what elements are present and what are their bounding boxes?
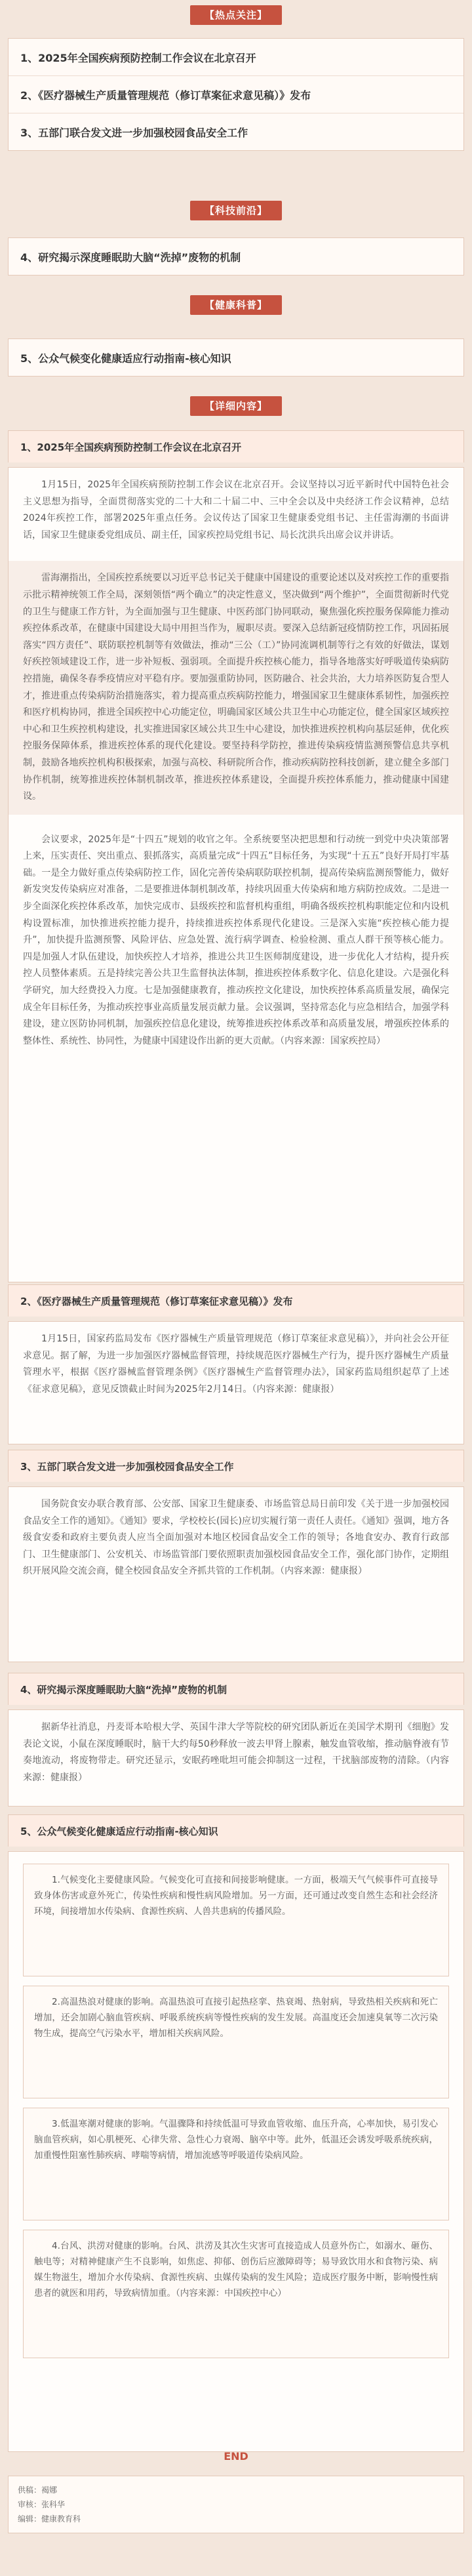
article-4-body bbox=[8, 1709, 464, 1807]
credits-footer bbox=[8, 2476, 464, 2533]
health-section-tag-wrap bbox=[0, 295, 472, 315]
guide-item-3-text: 3.低温寒潮对健康的影响。气温骤降和持续低温可导致血管收缩、血压升高，心率加快，易引发心脑血管疾病，如心肌梗死、心律失常、急性心力衰竭、脑卒中等。此外，低温还会诱发呼吸系统疾病，加重慢性阻塞性肺疾病、哮喘等病情，增加流感等呼吸道传染病风险。 bbox=[34, 2119, 438, 2161]
article-1-paragraph-3: 会议要求，2025年是“十四五”规划的收官之年。全系统要坚决把思想和行动统一到党中央决策部署上来，压实责任、突出重点、狠抓落实，高质量完成“十四五”目标任务，为实现“十五五”良好开局打牢基础。一是全力做好重点传染病防控工作，固化完善传染病联防联控机制，提高传染病监测预警能力，做好新发突发传染病应对准备，二是要推进体制机制改革，持续巩固重大传染病和地方病防控成效。二是进一步全面深化疾控体系改革，加快完成市、县级疾控和监督机构重组，明确各级疾控机构职能定位和内设机构设置标准，加快推进疾控能力提升，持续推进疾控体系现代化建设。三是深入实施“疾控核心能力提升”，加快提升监测预警、风险评估、应急处置、流行病学调查、检验检测、重点人群干预等核心能力。四是加强人才队伍建设，加快疾控人才培养，推进公共卫生医师制度建设，进一步优化人才结构，提升疾控人员整体素质。五是持续完善公共卫生监督执法体制，推进疾控体系数字化、信息化建设。六是强化科学研究，加大经费投入力度。七是加强健康教育，推动疾控文化建设，加快疾控体系高质量发展，确保完成全年目标任务，为推动疾控事业高质量发展贡献力量。会议强调，坚持常态化与应急相结合，加强学科建设，建立医防协同机制，加强疾控信息化建设，统筹推进疾控体系改革和高质量发展，增强疾控体系的整体性、系统性、协同性，为健康中国建设作出新的更大贡献。（内容来源：国家疾控局） bbox=[23, 834, 449, 1046]
guide-item-4-text: 4.台风、洪涝对健康的影响。台风、洪涝及其次生灾害可直接造成人员意外伤亡，如溺水、砸伤、触电等；对精神健康产生不良影响，如焦虑、抑郁、创伤后应激障碍等；易导致饮用水和食物污染、病媒生物滋生，增加介水传染病、食源性疾病、虫媒传染病的发生风险；造成医疗服务中断，影响慢性病患者的就医和用药，导致病情加重。（内容来源：中国疾控中心） bbox=[34, 2241, 438, 2299]
toc-item-1[interactable]: 1、2025年全国疾病预防控制工作会议在北京召开 bbox=[20, 51, 256, 64]
article-1-paragraph-2: 雷海潮指出，全国疾控系统要以习近平总书记关于健康中国建设的重要论述以及对疾控工作的重要指示批示精神统领工作全局，深刻领悟“两个确立”的决定性意义，坚决做到“两个维护”，全面贯彻新时代党的卫生与健康工作方针，为全面加强与卫生健康、中医药部门协同联动，聚焦强化疾控服务保障能力推动疾控体系改革，在健康中国建设大局中用担当作为，履职尽责。要深入总结新冠疫情防控工作，巩固拓展落实“四方责任”、联防联控机制等有效做法，推动“三公（工）”协同流调机制等行之有效的好做法，谋划好疾控领域建设工作，进一步补短板、强弱项。全面提升疾控核心能力，指导各地落实好呼吸道传染病防控措施，确保冬春季疫情应对平稳有序。要加强重防协同，医防融合、社会共治，大力培养医防复合型人才，推进重点传染病防治措施落实，着力提高重点疾病防控能力，增强国家卫生健康体系韧性，加强疾控和医疗机构协同，推进全国疾控中心功能定位，明确国家区域公共卫生中心功能定位，健全国家区域疾控中心和卫生疾控机构建设，扎实推进国家区域公共卫生中心建设，加快推进疾控机构向基层延伸，优化疾控服务保障体系，推进疾控体系的现代化建设。要坚持科学防控，推进传染病疫情监测预警信息共享机制，鼓励各地疾控机构积极探索，加强与高校、科研院所合作，推动疾病防控科技创新，建立健全多部门协作机制，统筹推进疾控体制机制改革，推进疾控体系建设，全面提升疾控体系能力，推动健康中国建设。 bbox=[23, 573, 449, 802]
article-3-title: 3、五部门联合发文进一步加强校园食品安全工作 bbox=[8, 1450, 464, 1482]
hot-section-tag: 【热点关注】 bbox=[190, 5, 282, 25]
toc-item-5[interactable]: 5、公众气候变化健康适应行动指南-核心知识 bbox=[20, 352, 231, 365]
article-3-body bbox=[8, 1486, 464, 1662]
article-2-paragraph-1: 1月15日，国家药监局发布《医疗器械生产质量管理规范（修订草案征求意见稿）》，并向社会公开征求意见。据了解，为进一步加强医疗器械监督管理，持续规范医疗器械生产行为，提升医疗器械生产质量管理水平，根据《医疗器械监督管理条例》《医疗器械生产监督管理办法》，国家药监局组织起草了上述《征求意见稿》，意见反馈截止时间为2025年2月14日。（内容来源：健康报） bbox=[23, 1334, 449, 1395]
hot-toc-card bbox=[8, 38, 464, 151]
toc-item-3[interactable]: 3、五部门联合发文进一步加强校园食品安全工作 bbox=[9, 113, 463, 150]
credit-line-editor: 编辑：健康教育科 bbox=[18, 2514, 81, 2524]
science-section-tag: 【科技前沿】 bbox=[190, 201, 282, 220]
guide-item-3 bbox=[23, 2108, 449, 2220]
article-1-title: 1、2025年全国疾病预防控制工作会议在北京召开 bbox=[8, 430, 464, 462]
article-1-body bbox=[8, 467, 464, 1282]
end-marker: END bbox=[224, 2450, 248, 2463]
science-section-tag-wrap bbox=[0, 201, 472, 220]
credit-line-author: 供稿：褐娜 bbox=[18, 2485, 58, 2495]
detail-section-tag-wrap bbox=[0, 396, 472, 416]
article-1-paragraph-1: 1月15日，2025年全国疾病预防控制工作会议在北京召开。会议坚持以习近平新时代中国特色社会主义思想为指导，全面贯彻落实党的二十大和二十届二中、三中全会以及中央经济工作会议精神，总结2024年疾控工作，部署2025年重点任务。会议传达了国家卫生健康委党组书记、主任雷海潮的书面讲话，国家卫生健康委党组成员、副主任，国家疾控局党组书记、局长沈洪兵出席会议并讲话。 bbox=[23, 480, 449, 541]
hot-section-tag-wrap bbox=[0, 5, 472, 25]
guide-item-2-text: 2.高温热浪对健康的影响。高温热浪可直接引起热痉挛、热衰竭、热射病，导致热相关疾病和死亡增加，还会加剧心脑血管疾病、呼吸系统疾病等慢性疾病的发生发展。高温度还会加速臭氧等二次污染物生成，提高空气污染水平，增加相关疾病风险。 bbox=[34, 1997, 438, 2039]
toc-item-4[interactable]: 4、研究揭示深度睡眠助大脑“洗掉”废物的机制 bbox=[20, 251, 241, 264]
article-3-paragraph-1: 国务院食安办联合教育部、公安部、国家卫生健康委、市场监管总局日前印发《关于进一步加强校园食品安全工作的通知》。《通知》要求，学校校长(园长)应切实履行第一责任人责任。《通知》强调，地方各级食安委和政府主要负责人应当全面加强对本地区校园食品安全工作的领导；各地食安办、教育行政部门、卫生健康部门、公安机关、市场监管部门要依照职责加强校园食品安全工作，强化部门协作，定期组织开展风险交流会商，健全校园食品安全齐抓共管的工作机制。（内容来源：健康报） bbox=[23, 1499, 449, 1577]
article-1-shaded-block bbox=[9, 561, 463, 814]
health-section-tag: 【健康科普】 bbox=[190, 295, 282, 315]
toc-item-2[interactable]: 2、《医疗器械生产质量管理规范（修订草案征求意见稿）》发布 bbox=[9, 75, 463, 113]
guide-item-4 bbox=[23, 2230, 449, 2358]
article-5-body bbox=[8, 1851, 464, 2452]
detail-section-tag: 【详细内容】 bbox=[190, 396, 282, 416]
article-5-title: 5、公众气候变化健康适应行动指南-核心知识 bbox=[8, 1814, 464, 1847]
article-4-paragraph-1: 据新华社消息，丹麦哥本哈根大学、英国牛津大学等院校的研究团队新近在美国学术期刊《细胞》发表论文说，小鼠在深度睡眠时，脑干大约每50秒释放一波去甲肾上腺素，触发血管收缩，推动脑脊液有节奏地流动，将废物带走。研究还显示，安眠药唑吡坦可能会抑制这一过程，干扰脑部废物的清除。（内容来源：健康报） bbox=[23, 1722, 449, 1783]
health-toc-card bbox=[8, 338, 464, 377]
article-4-title: 4、研究揭示深度睡眠助大脑“洗掉”废物的机制 bbox=[8, 1673, 464, 1705]
science-toc-card bbox=[8, 237, 464, 276]
credit-line-reviewer: 审核：张科华 bbox=[18, 2500, 66, 2509]
guide-item-1 bbox=[23, 1864, 449, 1976]
guide-item-2 bbox=[23, 1986, 449, 2098]
guide-item-1-text: 1.气候变化主要健康风险。气候变化可直接和间接影响健康。一方面，极端天气气候事件可直接导致身体伤害或意外死亡，传染性疾病和慢性病风险增加。另一方面，还可通过改变自然生态和社会经济环境，间接增加水传染病、食源性疾病、人兽共患病的传播风险。 bbox=[34, 1875, 438, 1917]
article-2-title: 2、《医疗器械生产质量管理规范（修订草案征求意见稿）》发布 bbox=[8, 1284, 464, 1317]
article-2-body bbox=[8, 1321, 464, 1444]
